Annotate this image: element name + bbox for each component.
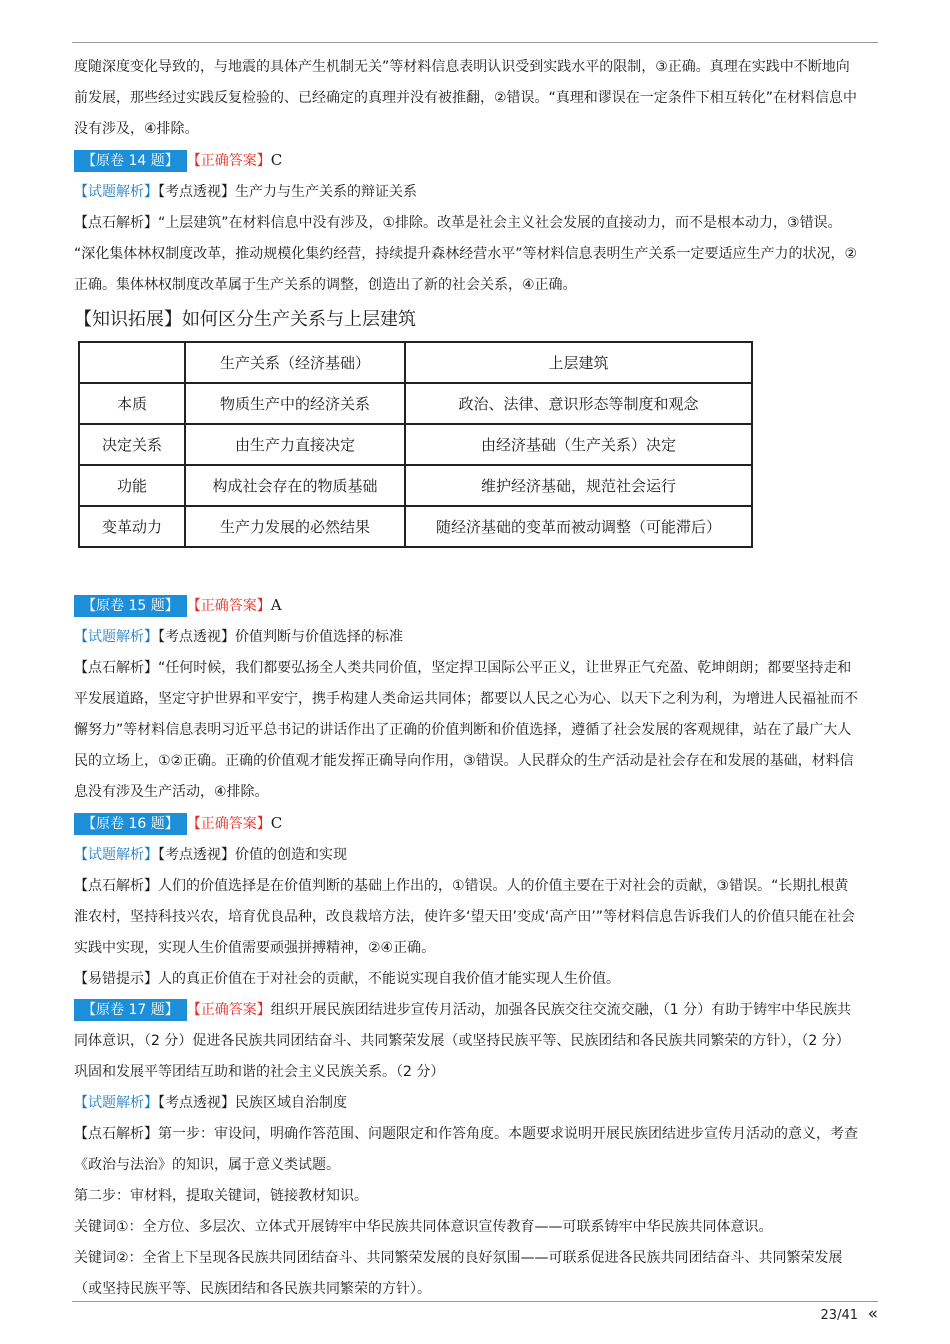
point-text: 人们的价值选择是在价值判断的基础上作出的，①错误。人的价值主要在于对社会的贡献，③错误。“长期扎根黄: [158, 878, 849, 894]
answer-label: 【正确答案】: [186, 816, 271, 832]
tip-text: 人的真正价值在于对社会的贡献，不能说实现自我价值才能实现人生价值。: [158, 971, 620, 987]
point-text: “任何时候，我们都要弘扬全人类共同价值，坚定捍卫国际公平正义，让世界正气充盈、乾坤朗朗；都要坚持走和: [158, 660, 852, 676]
paragraph-line: [74, 208, 879, 239]
paragraph-line: 没有涉及，④排除。: [74, 121, 199, 137]
question-15-header: [74, 590, 879, 622]
table-cell: 本质: [79, 383, 185, 424]
paragraph-line: [74, 871, 879, 902]
paragraph-line: 正确。集体林权制度改革属于生产关系的调整，创造出了新的社会关系，④正确。: [74, 277, 577, 293]
table-cell: 随经济基础的变革而被动调整（可能滞后）: [405, 506, 752, 547]
point-tag: 【点石解析】: [74, 878, 158, 894]
focus-text: 价值的创造和实现: [235, 847, 347, 863]
question-label: 【原卷 14 题】: [74, 150, 187, 172]
paragraph-line: （或坚持民族平等、民族团结和各民族共同繁荣的方针）。: [74, 1281, 431, 1297]
table-cell: 维护经济基础，规范社会运行: [405, 465, 752, 506]
table-cell: 由生产力直接决定: [185, 424, 405, 465]
answer-text: 组织开展民族团结进步宣传月活动，加强各民族交往交流交融，（1 分）有助于铸牢中华民族共: [270, 1002, 852, 1018]
paragraph-line: 关键词①：全方位、多层次、立体式开展铸牢中华民族共同体意识宣传教育——可联系铸牢中华民族共同体意识。: [74, 1219, 773, 1235]
header-rule: [72, 42, 878, 43]
paragraph-line: 息没有涉及生产活动，④排除。: [74, 784, 269, 800]
focus-tag: 【考点透视】: [158, 184, 235, 200]
point-text: “上层建筑”在材料信息中没有涉及，①排除。改革是社会主义社会发展的直接动力，而不是根本动力，③错误。: [158, 215, 842, 231]
point-text: 第一步：审设问，明确作答范围、问题限定和作答角度。本题要求说明开展民族团结进步宣传月活动的意义，考查: [158, 1126, 858, 1142]
focus-line: [74, 840, 879, 871]
table-cell: 变革动力: [79, 506, 185, 547]
focus-line: [74, 1088, 879, 1119]
footer-rule: [72, 1301, 878, 1302]
table-cell: 物质生产中的经济关系: [185, 383, 405, 424]
point-tag: 【点石解析】: [74, 660, 158, 676]
question-17-header: [74, 995, 879, 1026]
analysis-tag: 【试题解析】: [74, 629, 158, 645]
page-content: [74, 52, 879, 1305]
paragraph-line: 度随深度变化导致的，与地震的具体产生机制无关”等材料信息表明认识受到实践水平的限制，③正确。真理在实践中不断地向: [74, 59, 850, 75]
focus-text: 价值判断与价值选择的标准: [235, 629, 403, 645]
knowledge-table: [78, 341, 753, 548]
paragraph-line: “深化集体林权制度改革，推动规模化集约经营，持续提升森林经营水平”等材料信息表明生产关系一定要适应生产力的状况，②: [74, 246, 858, 262]
paragraph-line: 关键词②：全省上下呈现各民族共同团结奋斗、共同繁荣发展的良好氛围——可联系促进各民族共同团结奋斗、共同繁荣发展: [74, 1250, 843, 1266]
focus-tag: 【考点透视】: [158, 629, 235, 645]
question-label: 【原卷 17 题】: [74, 999, 187, 1021]
paragraph-line: 淮农村，坚持科技兴农，培育优良品种，改良栽培方法，使许多‘望天田’变成‘高产田’”等材料信息告诉我们人的价值只能在社会: [74, 909, 856, 925]
answer-value: A: [270, 596, 282, 614]
table-row: [79, 424, 752, 465]
question-label: 【原卷 16 题】: [74, 813, 187, 835]
table-cell: 构成社会存在的物质基础: [185, 465, 405, 506]
paragraph-line: 实践中实现，实现人生价值需要顽强拼搏精神，②④正确。: [74, 940, 436, 956]
focus-line: [74, 177, 879, 208]
table-cell: 功能: [79, 465, 185, 506]
paragraph-line: 前发展，那些经过实践反复检验的、已经确定的真理并没有被推翻，②错误。“真理和谬误在一定条件下相互转化”在材料信息中: [74, 90, 858, 106]
question-14-header: [74, 145, 879, 177]
focus-text: 生产力与生产关系的辩证关系: [235, 184, 417, 200]
table-header-row: [79, 342, 752, 383]
table-cell: 生产力发展的必然结果: [185, 506, 405, 547]
answer-value: C: [270, 151, 283, 169]
table-row: [79, 465, 752, 506]
paragraph-line: [74, 653, 879, 684]
table-row: [79, 383, 752, 424]
answer-label: 【正确答案】: [186, 153, 271, 169]
point-tag: 【点石解析】: [74, 215, 158, 231]
spacer: [74, 548, 879, 590]
analysis-tag: 【试题解析】: [74, 184, 158, 200]
paragraph-line: 巩固和发展平等团结互助和谐的社会主义民族关系。（2 分）: [74, 1064, 445, 1080]
focus-tag: 【考点透视】: [158, 847, 235, 863]
paragraph-line: 第二步：审材料，提取关键词，链接教材知识。: [74, 1188, 368, 1204]
table-cell: 政治、法律、意识形态等制度和观念: [405, 383, 752, 424]
paragraph-line: 民的立场上，①②正确。正确的价值观才能发挥正确导向作用，③错误。人民群众的生产活动是社会存在和发展的基础，材料信: [74, 753, 854, 769]
table-cell: 由经济基础（生产关系）决定: [405, 424, 752, 465]
answer-label: 【正确答案】: [186, 1002, 271, 1018]
paragraph-line: 平发展道路，坚定守护世界和平安宁，携手构建人类命运共同体；都要以人民之心为心、以天下之利为利，为增进人民福祉而不: [74, 691, 858, 707]
table-header-cell: 上层建筑: [405, 342, 752, 383]
paragraph-line: [74, 1119, 879, 1150]
point-tag: 【点石解析】: [74, 1126, 158, 1142]
tip-tag: 【易错提示】: [74, 971, 158, 987]
paragraph-line: 《政治与法治》的知识，属于意义类试题。: [74, 1157, 340, 1173]
page-number: 23/41: [820, 1308, 858, 1323]
table-row: [79, 506, 752, 547]
focus-line: [74, 622, 879, 653]
answer-label: 【正确答案】: [186, 598, 271, 614]
table-cell: 决定关系: [79, 424, 185, 465]
previous-page-icon[interactable]: «: [867, 1304, 878, 1324]
question-16-header: [74, 808, 879, 840]
analysis-tag: 【试题解析】: [74, 1095, 158, 1111]
answer-value: C: [270, 814, 283, 832]
paragraph-line: 同体意识，（2 分）促进各民族共同团结奋斗、共同繁荣发展（或坚持民族平等、民族团结和各民族共同繁荣的方针），（2 分）: [74, 1033, 850, 1049]
table-header-cell: [79, 342, 185, 383]
focus-text: 民族区域自治制度: [235, 1095, 347, 1111]
knowledge-title: 【知识拓展】如何区分生产关系与上层建筑: [74, 309, 416, 330]
tip-line: [74, 964, 879, 995]
table-header-cell: 生产关系（经济基础）: [185, 342, 405, 383]
question-label: 【原卷 15 题】: [74, 595, 187, 617]
paragraph-line: 懈努力”等材料信息表明习近平总书记的讲话作出了正确的价值判断和价值选择，遵循了社会发展的客观规律，站在了最广大人: [74, 722, 852, 738]
focus-tag: 【考点透视】: [158, 1095, 235, 1111]
analysis-tag: 【试题解析】: [74, 847, 158, 863]
